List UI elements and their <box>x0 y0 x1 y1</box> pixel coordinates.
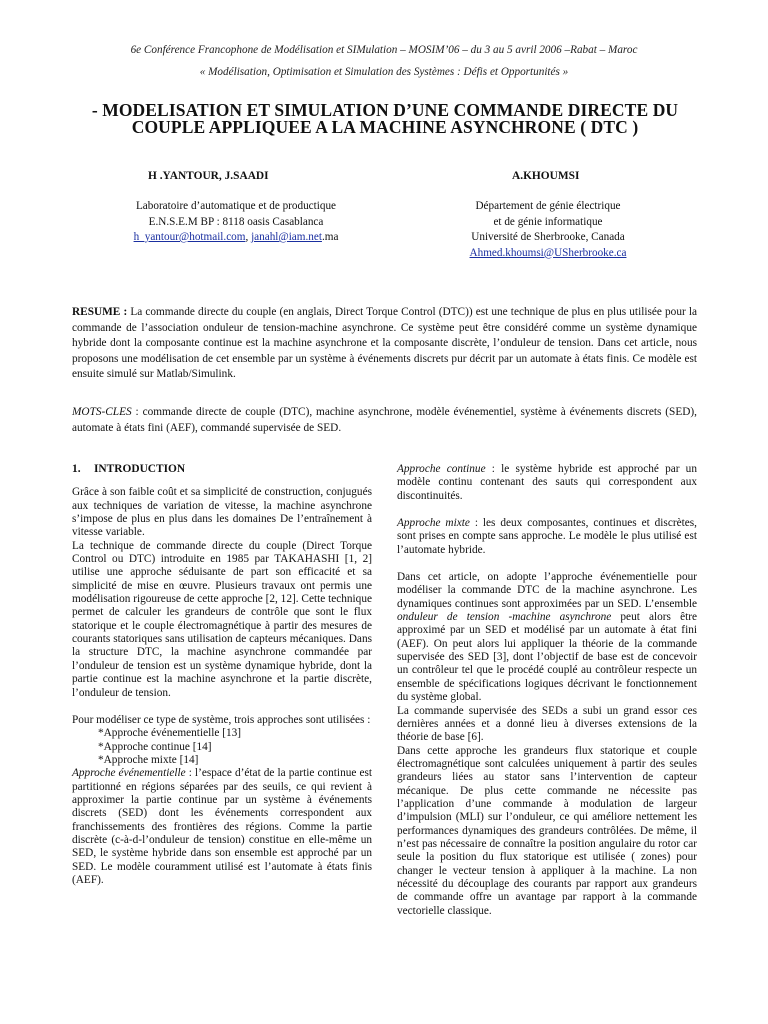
paragraph: Dans cette approche les grandeurs flux statorique et couple électromagnétique sont calculées uniquement à partir des seules grandeurs liées au stator sans l’intervention de capteur mécanique. De plus cette commande ne nécessite pas l’application d’une commande à modulation de largeur d’impulsion (MLI) sur l’onduleur, ce qui améliore nettement les performances dynamiques des grandeurs contrôlées. De même, il n’est pas nécessaire de connaître la position angulaire du rotor car seule la position du flux statorique est utilisée ( zones) pour changer le vecteur tension à appliquer à la machine. La non nécessité du découplage des courants par rapport aux grandeurs de commande offre un avantage par rapport à la commande vectorielle classique. <box>397 744 697 917</box>
affiliation-right-dept2: et de génie informatique <box>493 215 603 228</box>
paragraph <box>397 571 697 704</box>
term: onduleur de tension -machine asynchrone <box>397 611 612 624</box>
list-item: *Approche mixte [14] <box>98 753 199 766</box>
affiliation-left-lab: Laboratoire d’automatique et de productique <box>135 200 337 212</box>
list-item: *Approche continue [14] <box>98 740 212 753</box>
affiliation-left-address: E.N.S.E.M BP : 8118 oasis Casablanca <box>148 215 324 228</box>
paragraph-text: : les deux composantes, continues et discrètes, sont prises en compte sans approche. Le modèle le plus utilisé est l’automate hybride. <box>397 517 697 556</box>
affiliation-left-emails <box>96 230 376 246</box>
approach-list <box>72 727 372 767</box>
keywords <box>72 405 697 436</box>
paragraph <box>397 463 697 503</box>
paragraph: La commande supervisée des SEDs a subi un grand essor ces dernières années et a donné lieu à diverses extensions de la théorie de base [6]. <box>397 704 697 744</box>
paragraph-text: peut alors être approximé par un SED et modélisé par un automate à état fini (AEF). On peut alors lui appliquer la théorie de la commande supervisée des SED [3], dont l’objectif de base est de concevoir un contrôleur tel que le procédé couplé au contrôleur respecte un ensemble de spécifications logiques décrivant le fonctionnement du système global. <box>397 611 697 704</box>
conference-header: 6e Conférence Francophone de Modélisation et SIMulation – MOSIM’06 – du 3 au 5 avril 2006 –Rabat – Maroc <box>130 44 638 56</box>
abstract-text: La commande directe du couple (en anglais, Direct Torque Control (DTC)) est une technique de plus en plus utilisée pour la commande de l’association onduleur de tension-machine asynchrone. Ce système peut être considéré comme un système dynamique hybride dont la composante continue est la machine asynchrone et la composante discrète, l’onduleur de tension. Dans cet article, nous proposons une modélisation de cet ensemble par un système à événements discrets pur décrit par un automate à états finis. Ce modèle est ensuite simulé sur Matlab/Simulink. <box>72 306 697 380</box>
keywords-label: MOTS-CLES <box>72 406 132 418</box>
left-column <box>72 463 372 887</box>
term: Approche continue <box>397 463 486 475</box>
list-item: *Approche événementielle [13] <box>98 727 242 740</box>
affiliation-left <box>96 199 376 246</box>
paragraph: Grâce à son faible coût et sa simplicité de construction, conjugués aux techniques de variation de vitesse, la machine asynchrone s’impose de plus en plus dans les domaines De l’entraînement à vitesse variable. <box>72 486 372 539</box>
conference-subtitle: « Modélisation, Optimisation et Simulation des Systèmes : Défis et Opportunités » <box>199 66 569 78</box>
term: Approche événementielle <box>72 767 186 780</box>
section-heading <box>72 463 372 476</box>
title-line-1: - MODELISATION ET SIMULATION D’UNE COMMANDE DIRECTE DU <box>91 100 679 120</box>
authors-left: H .YANTOUR, J.SAADI <box>148 170 269 182</box>
paper-title <box>40 102 730 136</box>
paragraph-text: Dans cet article, on adopte l’approche événementielle pour modéliser la commande DTC de la machine asynchrone. Les dynamiques continues sont approximées par un SED. L’ensemble <box>397 571 697 610</box>
abstract <box>72 305 697 383</box>
paragraph <box>72 767 372 887</box>
paragraph: Pour modéliser ce type de système, trois approches sont utilisées : <box>72 713 371 726</box>
email-link-3[interactable]: Ahmed.khoumsi@USherbrooke.ca <box>469 246 627 259</box>
paragraph-text: : l’espace d’état de la partie continue est partitionné en régions séparées par des seuils, ce qui revient à approximer la partie continue par un système à événements discrets (SED) dont les événements correspondent aux franchissements des frontières des régions. Comme la partie discrète (c-à-d-l’onduleur de tension) constitue en elle-même un SED, le système hybride dans son ensemble est approché par un SED. Le modèle couramment utilisé est l’automate à états finis (AEF). <box>72 767 372 886</box>
section-title: INTRODUCTION <box>94 463 186 475</box>
paragraph: La technique de commande directe du couple (Direct Torque Control ou DTC) introduite en 1985 par TAKAHASHI [1, 2] utilise une approche séduisante de part son efficacité et sa simplicité de mise en œuvre. Plusieurs travaux ont permis une modélisation rigoureuse de cette approche [2, 12]. Cette technique permet de calculer les grandeurs de contrôle que sont le flux statorique et le couple électromagnétique à partir des mesures de courants statoriques sans utilisation de capteurs mécaniques. Dans la structure DTC, la machine asynchrone commandée par l’onduleur de tension est un système dynamique hybride, dont la partie continue est la machine asynchrone et la partie discrète, l’onduleur de tension. <box>72 539 372 699</box>
email-link-1[interactable]: h_yantour@hotmail.com <box>133 231 246 243</box>
email-suffix: .ma <box>321 231 339 243</box>
affiliation-right <box>438 199 658 261</box>
email-separator: , <box>245 231 252 243</box>
term: Approche mixte <box>397 517 470 530</box>
title-line-2: COUPLE APPLIQUEE A LA MACHINE ASYNCHRONE ( DTC ) <box>131 117 639 137</box>
email-link-2[interactable]: janahl@iam.net <box>251 231 322 243</box>
affiliation-right-university: Université de Sherbrooke, Canada <box>471 231 625 243</box>
section-number: 1. <box>72 463 81 475</box>
paragraph <box>397 517 697 557</box>
abstract-label: RESUME : <box>72 306 128 318</box>
right-column <box>397 463 697 918</box>
keywords-text: : commande directe de couple (DTC), machine asynchrone, modèle événementiel, système à événements discrets (SED), automate à états fini (AEF), commandé supervisée de SED. <box>72 406 697 434</box>
paragraph-text: : le système hybride est approché par un modèle continu contenant des sauts qui correspondent aux discontinuités. <box>397 463 697 502</box>
authors-right: A.KHOUMSI <box>512 170 580 182</box>
affiliation-right-dept: Département de génie électrique <box>475 200 621 212</box>
